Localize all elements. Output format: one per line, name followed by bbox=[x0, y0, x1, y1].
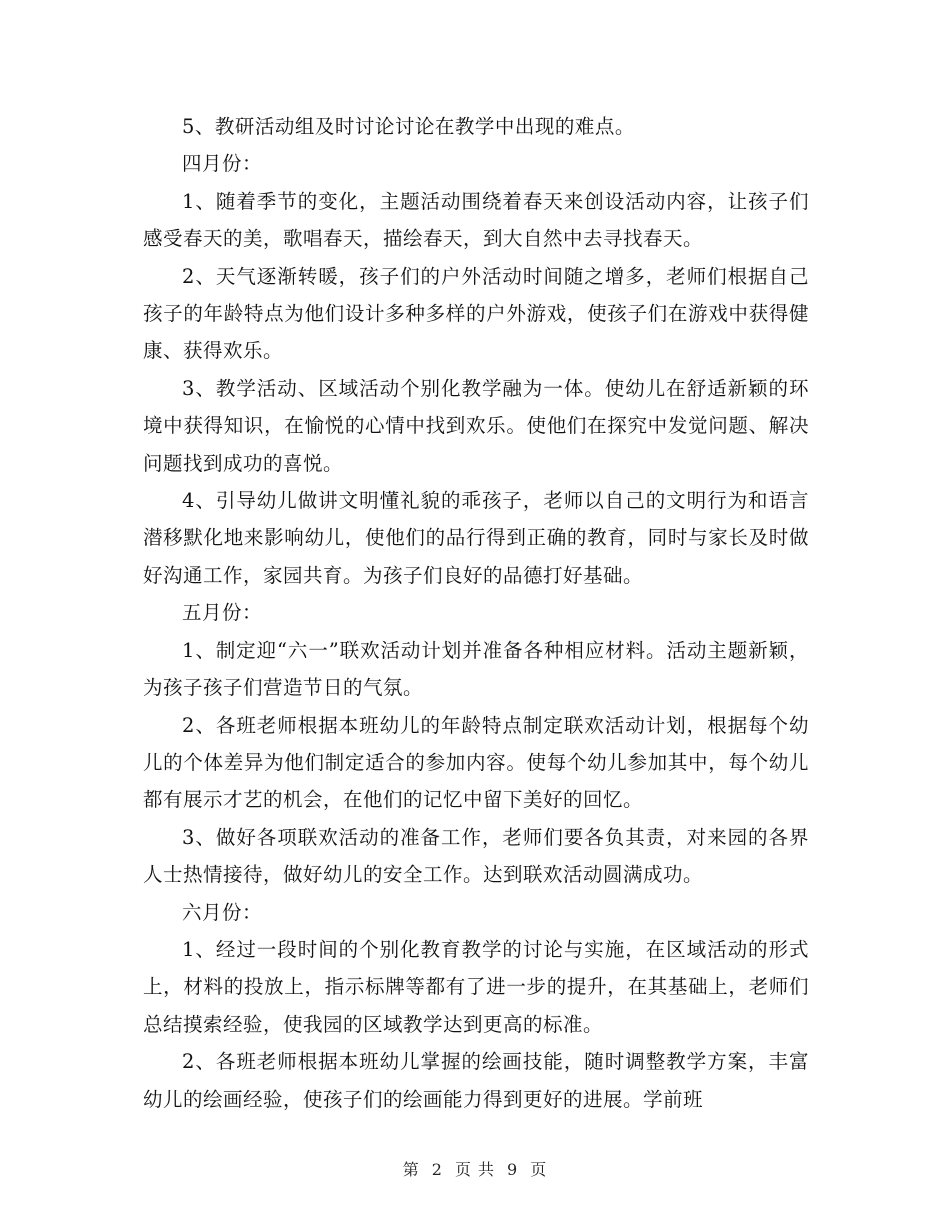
paragraph: 3、做好各项联欢活动的准备工作，老师们要各负其责，对来园的各界人士热情接待，做好幼儿的安全工作。达到联欢活动圆满成功。 bbox=[143, 825, 809, 887]
footer-suffix: 页 bbox=[530, 1160, 548, 1179]
paragraph: 4、引导幼儿做讲文明懂礼貌的乖孩子，老师以自己的文明行为和语言潜移默化地来影响幼儿，使他们的品行得到正确的教育，同时与家长及时做好沟通工作，家园共育。为孩子们良好的品德打好基础。 bbox=[143, 489, 809, 587]
footer-total-pages: 9 bbox=[507, 1160, 519, 1179]
section-heading-june: 六月份： bbox=[182, 900, 263, 924]
paragraph: 2、各班老师根据本班幼儿掌握的绘画技能，随时调整教学方案，丰富幼儿的绘画经验，使孩子们的绘画能力得到更好的进展。学前班 bbox=[143, 1050, 809, 1111]
section-heading-april: 四月份： bbox=[182, 152, 263, 176]
paragraph: 1、经过一段时间的个别化教育教学的讨论与实施，在区域活动的形式上，材料的投放上，指示标牌等都有了进一步的提升，在其基础上，老师们总结摸索经验，使我园的区域教学达到更高的标准。 bbox=[143, 937, 809, 1036]
document-body bbox=[143, 108, 809, 1118]
paragraph: 1、制定迎“六一”联欢活动计划并准备各种相应材料。活动主题新颖，为孩子孩子们营造节日的气氛。 bbox=[143, 638, 809, 700]
paragraph: 2、天气逐渐转暖，孩子们的户外活动时间随之增多，老师们根据自己孩子的年龄特点为他们设计多种多样的户外游戏，使孩子们在游戏中获得健康、获得欢乐。 bbox=[143, 264, 809, 363]
page-footer bbox=[0, 1157, 950, 1180]
footer-page-number: 2 bbox=[431, 1160, 443, 1179]
paragraph: 3、教学活动、区域活动个别化教学融为一体。使幼儿在舒适新颖的环境中获得知识，在愉悦的心情中找到欢乐。使他们在探究中发觉问题、解决问题找到成功的喜悦。 bbox=[143, 376, 809, 475]
paragraph: 5、教研活动组及时讨论讨论在教学中出现的难点。 bbox=[182, 115, 635, 138]
paragraph: 1、随着季节的变化，主题活动围绕着春天来创设活动内容，让孩子们感受春天的美，歌唱春天，描绘春天，到大自然中去寻找春天。 bbox=[143, 189, 809, 251]
paragraph: 2、各班老师根据本班幼儿的年龄特点制定联欢活动计划，根据每个幼儿的个体差异为他们制定适合的参加内容。使每个幼儿参加其中，每个幼儿都有展示才艺的机会，在他们的记忆中留下美好的回忆。 bbox=[143, 713, 809, 812]
footer-prefix: 第 bbox=[402, 1160, 420, 1179]
footer-middle: 页 共 bbox=[454, 1160, 496, 1179]
section-heading-may: 五月份： bbox=[182, 601, 263, 625]
